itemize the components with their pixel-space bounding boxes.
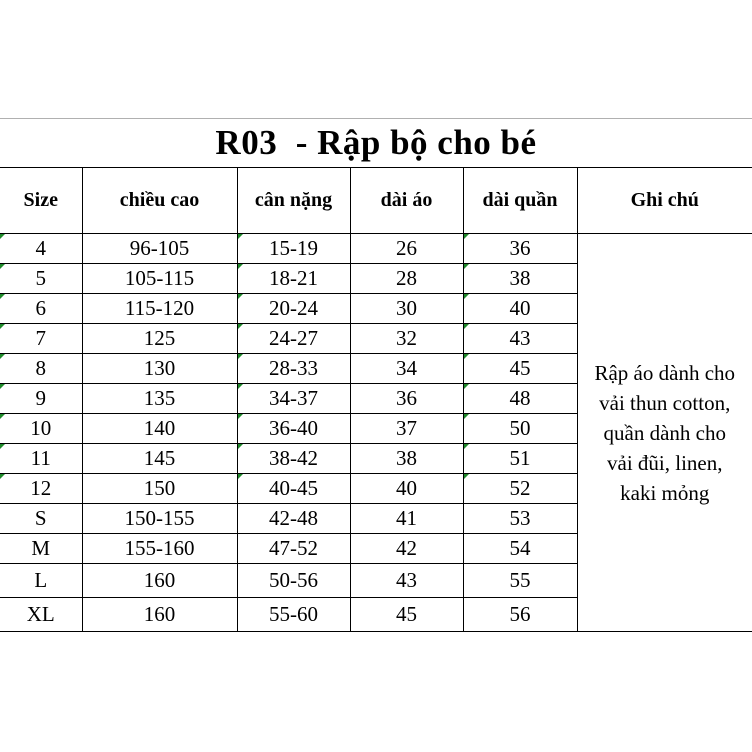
header-height: chiều cao [82, 168, 237, 234]
row-size-cell: XL [0, 598, 82, 632]
row-pants-length-cell: 51 [463, 444, 577, 474]
row-pants-length-cell: 55 [463, 564, 577, 598]
header-size: Size [0, 168, 82, 234]
row-size-cell: 5 [0, 264, 82, 294]
row-size-cell: 4 [0, 234, 82, 264]
header-pants-length: dài quần [463, 168, 577, 234]
header-shirt-length: dài áo [350, 168, 463, 234]
page-title: R03 - Rập bộ cho bé [0, 118, 752, 168]
header-weight: cân nặng [237, 168, 350, 234]
row-shirt-length-cell: 32 [350, 324, 463, 354]
row-weight-cell: 50-56 [237, 564, 350, 598]
row-pants-length-cell: 43 [463, 324, 577, 354]
note-line: vải đũi, linen, [607, 450, 723, 475]
size-table [0, 167, 752, 632]
row-size-cell: 11 [0, 444, 82, 474]
row-height-cell: 150 [82, 474, 237, 504]
row-shirt-length-cell: 36 [350, 384, 463, 414]
row-weight-cell: 38-42 [237, 444, 350, 474]
header-note: Ghi chú [577, 168, 752, 234]
row-shirt-length-cell: 28 [350, 264, 463, 294]
row-weight-cell: 24-27 [237, 324, 350, 354]
row-height-cell: 160 [82, 564, 237, 598]
row-pants-length-cell: 36 [463, 234, 577, 264]
row-weight-cell: 18-21 [237, 264, 350, 294]
row-pants-length-cell: 48 [463, 384, 577, 414]
row-height-cell: 145 [82, 444, 237, 474]
row-size-cell: 9 [0, 384, 82, 414]
row-height-cell: 160 [82, 598, 237, 632]
note-line: quần dành cho [603, 420, 726, 445]
row-shirt-length-cell: 43 [350, 564, 463, 598]
row-weight-cell: 40-45 [237, 474, 350, 504]
row-weight-cell: 28-33 [237, 354, 350, 384]
table-header-row [0, 168, 752, 234]
row-pants-length-cell: 45 [463, 354, 577, 384]
row-weight-cell: 15-19 [237, 234, 350, 264]
row-height-cell: 155-160 [82, 534, 237, 564]
row-pants-length-cell: 38 [463, 264, 577, 294]
row-weight-cell: 47-52 [237, 534, 350, 564]
row-size-cell: M [0, 534, 82, 564]
row-height-cell: 135 [82, 384, 237, 414]
row-size-cell: S [0, 504, 82, 534]
row-pants-length-cell: 53 [463, 504, 577, 534]
row-height-cell: 115-120 [82, 294, 237, 324]
row-pants-length-cell: 54 [463, 534, 577, 564]
row-shirt-length-cell: 38 [350, 444, 463, 474]
row-shirt-length-cell: 41 [350, 504, 463, 534]
row-pants-length-cell: 40 [463, 294, 577, 324]
row-height-cell: 140 [82, 414, 237, 444]
row-pants-length-cell: 56 [463, 598, 577, 632]
row-size-cell: 12 [0, 474, 82, 504]
row-height-cell: 105-115 [82, 264, 237, 294]
table-row [0, 234, 752, 264]
row-size-cell: 10 [0, 414, 82, 444]
note-cell [577, 234, 752, 632]
row-height-cell: 96-105 [82, 234, 237, 264]
row-size-cell: 6 [0, 294, 82, 324]
row-weight-cell: 55-60 [237, 598, 350, 632]
row-shirt-length-cell: 42 [350, 534, 463, 564]
note-line: Rập áo dành cho [594, 360, 736, 385]
row-weight-cell: 42-48 [237, 504, 350, 534]
row-size-cell: 7 [0, 324, 82, 354]
table-body [0, 234, 752, 632]
row-weight-cell: 36-40 [237, 414, 350, 444]
row-pants-length-cell: 52 [463, 474, 577, 504]
size-chart-sheet [0, 118, 752, 635]
row-shirt-length-cell: 30 [350, 294, 463, 324]
row-shirt-length-cell: 45 [350, 598, 463, 632]
row-shirt-length-cell: 26 [350, 234, 463, 264]
row-shirt-length-cell: 34 [350, 354, 463, 384]
note-line: vải thun cotton, [599, 390, 731, 415]
row-weight-cell: 20-24 [237, 294, 350, 324]
row-pants-length-cell: 50 [463, 414, 577, 444]
row-height-cell: 125 [82, 324, 237, 354]
row-height-cell: 150-155 [82, 504, 237, 534]
row-weight-cell: 34-37 [237, 384, 350, 414]
note-line: kaki mỏng [620, 480, 710, 505]
row-height-cell: 130 [82, 354, 237, 384]
row-size-cell: L [0, 564, 82, 598]
row-shirt-length-cell: 40 [350, 474, 463, 504]
note-text [578, 358, 752, 508]
row-shirt-length-cell: 37 [350, 414, 463, 444]
row-size-cell: 8 [0, 354, 82, 384]
